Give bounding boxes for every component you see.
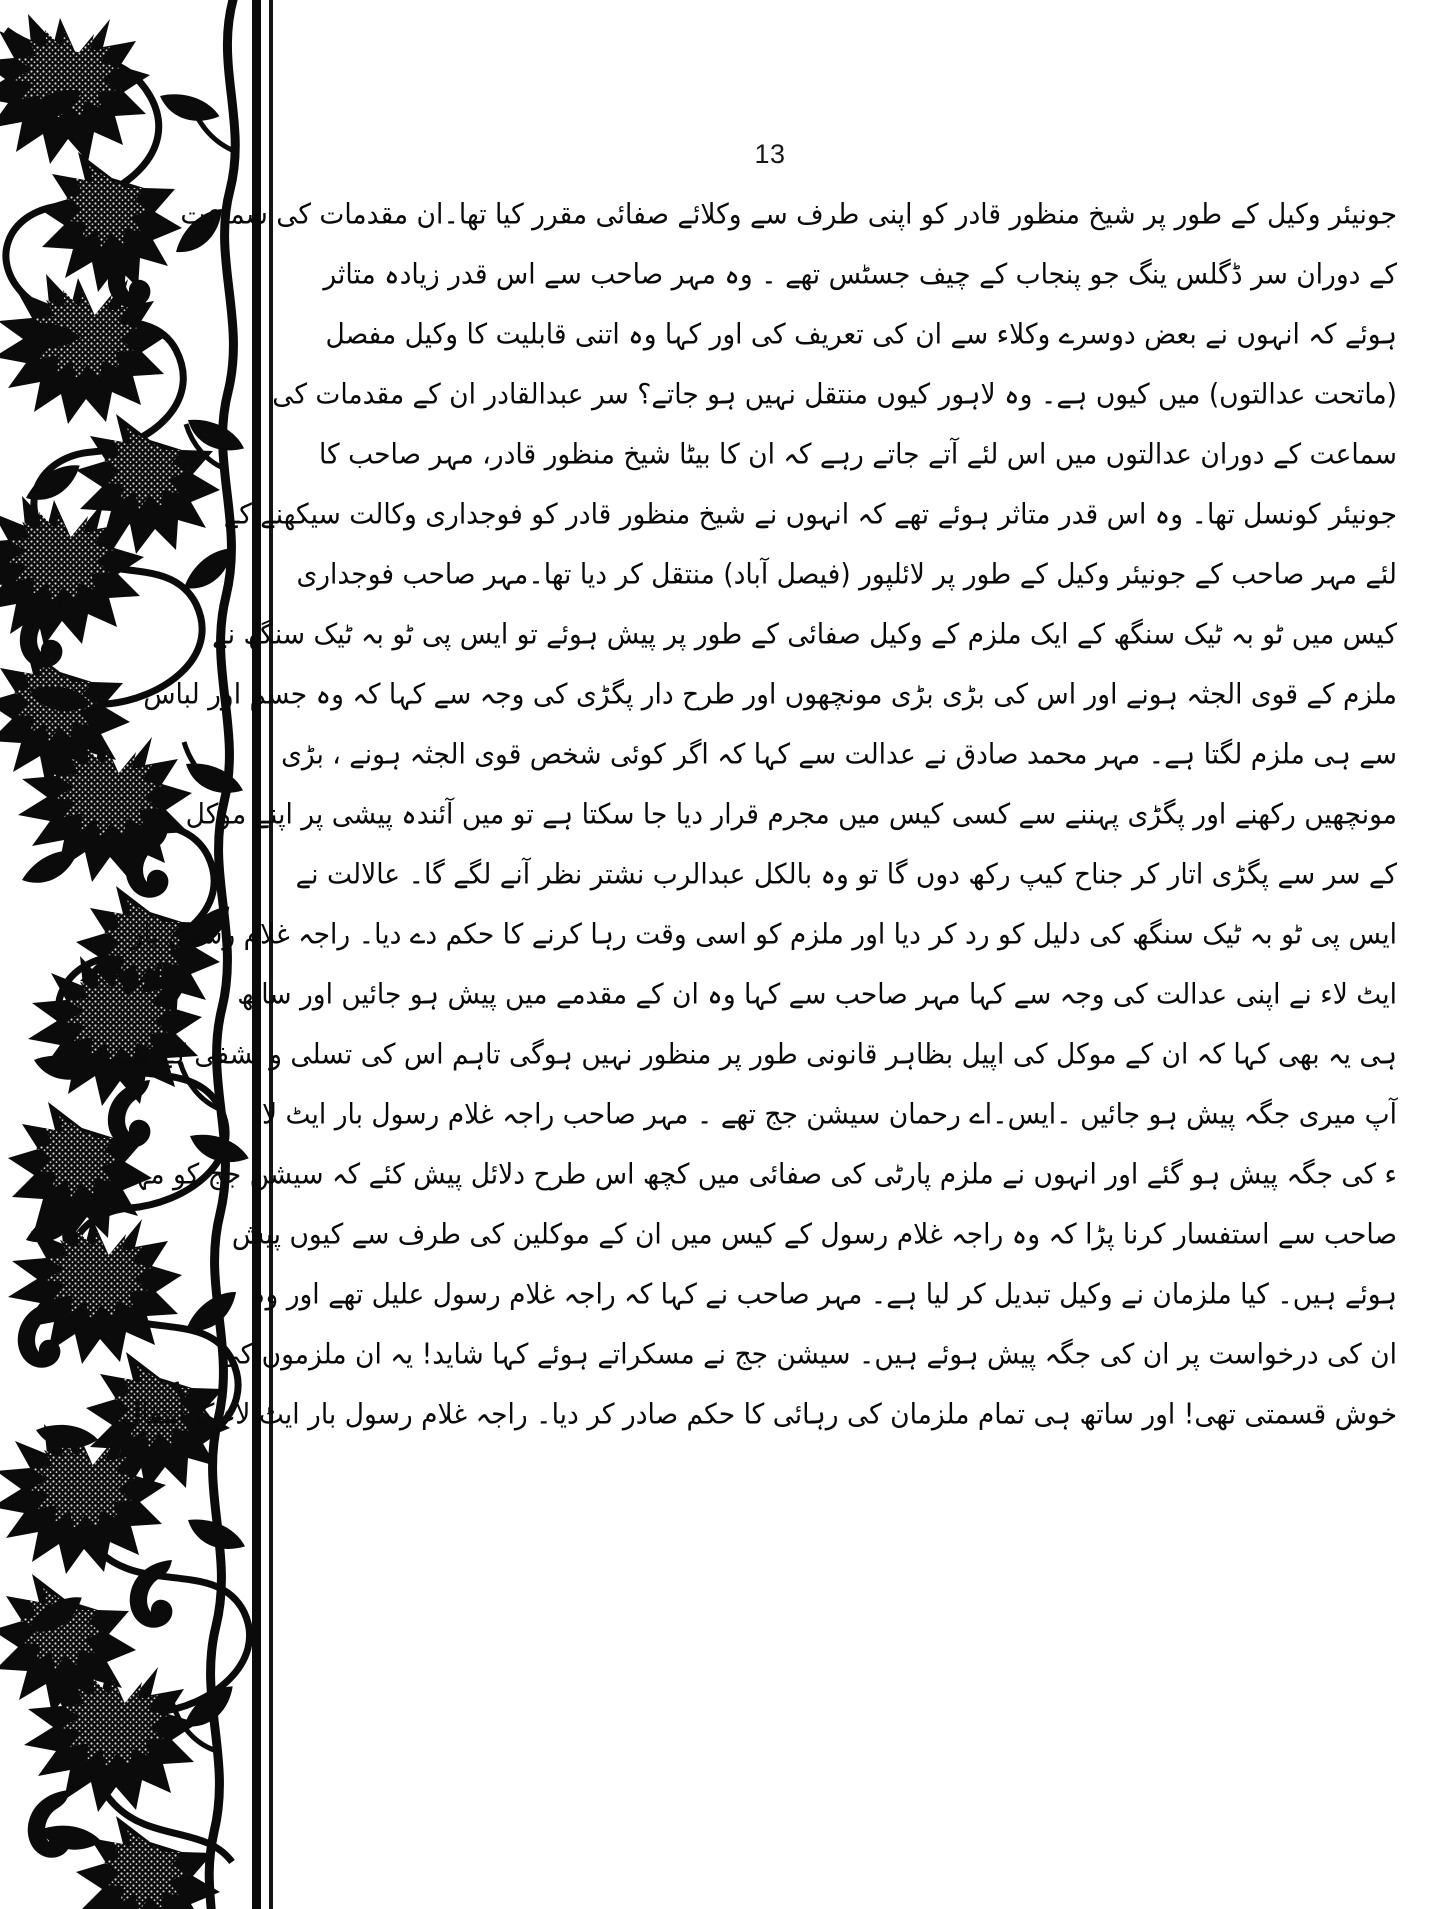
text-line: [120, 1143, 1397, 1207]
text-line-content: جونیئر کونسل تھا۔ وہ اس قدر متاثر ہوئے تھے کہ انہوں نے شیخ منظور قادر کو فوجداری وکالت سیکھنے کے: [223, 498, 1397, 531]
text-line: [296, 543, 1397, 607]
text-line: [231, 1203, 1397, 1267]
text-line: [218, 1323, 1397, 1387]
text-line: [130, 903, 1397, 967]
text-line: [249, 1263, 1397, 1327]
text-line: [272, 363, 1397, 427]
text-line-content: ہی یہ بھی کہا کہ ان کے موکل کی اپیل بظاہر قانونی طور پر منظور نہیں ہوگی تاہم اس کی تسلی و تشفی کے لئے: [117, 1038, 1397, 1071]
text-line: [295, 843, 1397, 907]
text-line-content: ان کی درخواست پر ان کی جگہ پیش ہوئے ہیں۔ سیشن جج نے مسکراتے ہوئے کہا شاید! یہ ان ملزموں کی: [218, 1338, 1397, 1371]
page-number: 13: [754, 139, 786, 169]
text-line: [323, 243, 1397, 307]
text-line: [281, 723, 1397, 787]
text-line-content: جونیئر وکیل کے طور پر شیخ منظور قادر کو اپنی طرف سے وکلائے صفائی مقرر کیا تھا۔ان مقدمات کی سماعت: [180, 198, 1397, 231]
text-line-content: سماعت کے دوران عدالتوں میں اس لئے آتے جاتے رہے کہ ان کا بیٹا شیخ منظور قادر، مہر صاحب کا: [318, 438, 1397, 471]
text-line: [180, 183, 1397, 247]
text-line: [117, 1023, 1397, 1087]
text-line-content: کے سر سے پگڑی اتار کر جناح کیپ رکھ دوں گا تو وہ بالکل عبدالرب نشتر نظر آنے لگے گا۔ عالالت نے: [295, 858, 1397, 891]
text-line: [143, 663, 1397, 727]
text-line-content: کے دوران سر ڈگلس ینگ جو پنجاب کے چیف جسٹس تھے ۔ وہ مہر صاحب سے اس قدر زیادہ متاثر: [323, 258, 1397, 291]
text-line: [185, 783, 1397, 847]
text-line: [237, 963, 1397, 1027]
text-line-content: لئے مہر صاحب کے جونیئر وکیل کے طور پر لائلپور (فیصل آباد) منتقل کر دیا تھا۔مہر صاحب فوجداری: [296, 558, 1397, 591]
text-line-content: آپ میری جگہ پیش ہو جائیں ۔ایس۔اے رحمان سیشن جج تھے ۔ مہر صاحب راجہ غلام رسول بار ایٹ لا: [261, 1098, 1397, 1131]
body-text-block: [117, 185, 1397, 1445]
text-line-content: ایس پی ٹو بہ ٹیک سنگھ کی دلیل کو رد کر دیا اور ملزم کو اسی وقت رہا کرنے کا حکم دے دیا۔ راجہ غلام رسول بار: [130, 918, 1397, 951]
text-line-content: صاحب سے استفسار کرنا پڑا کہ وہ راجہ غلام رسول کے کیس میں ان کے موکلین کی طرف سے کیوں پیش: [231, 1218, 1397, 1251]
text-line: [223, 483, 1397, 547]
text-line: [121, 1383, 1397, 1447]
text-line: [212, 603, 1397, 667]
text-line-content: ہوئے کہ انہوں نے بعض دوسرے وکلاء سے ان کی تعریف کی اور کہا وہ اتنی قابلیت کا وکیل مفصل: [325, 318, 1397, 351]
text-line-content: ملزم کے قوی الجثہ ہونے اور اس کی بڑی بڑی مونچھوں اور طرح دار پگڑی کی وجہ سے کہا کہ وہ جسم اور لباس: [143, 678, 1397, 711]
text-line-content: ء کی جگہ پیش ہو گئے اور انہوں نے ملزم پارٹی کی صفائی میں کچھ اس طرح دلائل پیش کئے کہ سیشن جج کو مہر: [120, 1158, 1397, 1191]
text-line-content: مونچھیں رکھنے اور پگڑی پہننے سے کسی کیس میں مجرم قرار دیا جا سکتا ہے تو میں آئندہ پیشی پر اپنے موکل: [185, 798, 1397, 831]
text-line: [327, 303, 1397, 367]
text-line-content: ہوئے ہیں۔ کیا ملزمان نے وکیل تبدیل کر لیا ہے۔ مہر صاحب نے کہا کہ راجہ غلام رسول علیل تھے اور وہ: [249, 1278, 1397, 1311]
text-line-content: خوش قسمتی تھی! اور ساتھ ہی تمام ملزمان کی رہائی کا حکم صادر کر دیا۔ راجہ غلام رسول بار ایٹ لاء کا انتقال: [121, 1398, 1397, 1431]
text-line: [318, 423, 1397, 487]
text-line-content: سے ہی ملزم لگتا ہے۔ مہر محمد صادق نے عدالت سے کہا کہ اگر کوئی شخص قوی الجثہ ہونے ، بڑی: [281, 738, 1397, 771]
text-line: [261, 1083, 1397, 1147]
text-line-content: کیس میں ٹو بہ ٹیک سنگھ کے ایک ملزم کے وکیل صفائی کے طور پر پیش ہوئے تو ایس پی ٹو بہ ٹیک سنگھ نے: [212, 618, 1397, 651]
text-line-content: ایٹ لاء نے اپنی عدالت کی وجہ سے کہا مہر صاحب سے کہا وہ ان کے مقدمے میں پیش ہو جائیں اور ساتھ: [237, 978, 1397, 1011]
text-line-content: (ماتحت عدالتوں) میں کیوں ہے۔ وہ لاہور کیوں منتقل نہیں ہو جاتے؟ سر عبدالقادر ان کے مقدمات کی: [272, 378, 1397, 411]
